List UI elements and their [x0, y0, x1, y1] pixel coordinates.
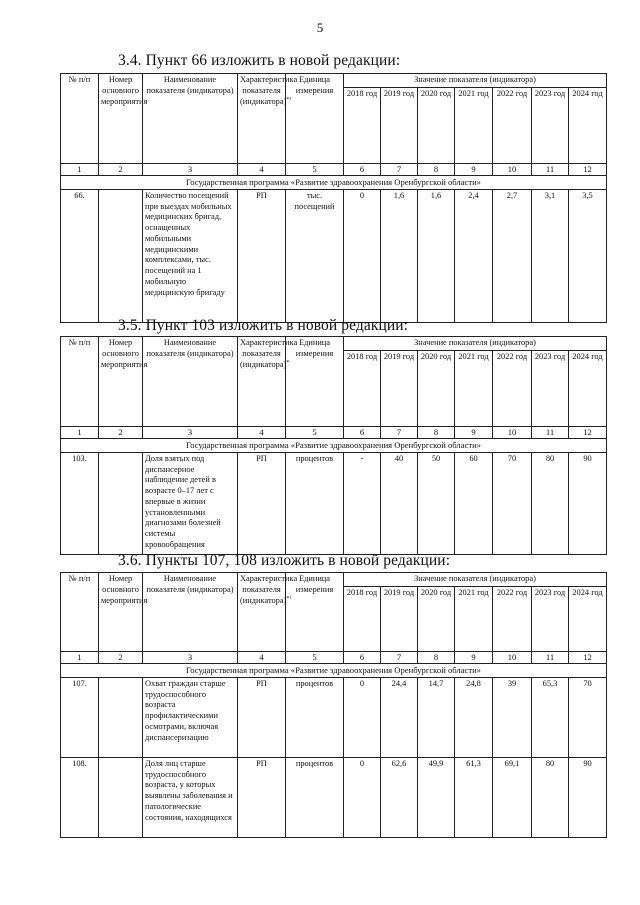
- row-char: РП: [238, 677, 286, 757]
- row-unit: процентов: [286, 452, 344, 554]
- col-number: 8: [418, 651, 455, 663]
- program-title: Государственная программа «Развитие здравоохранения Оренбургской области»: [61, 663, 607, 677]
- col-number: 10: [493, 651, 532, 663]
- header-year: 2018 год: [344, 87, 381, 163]
- header-year: 2023 год: [532, 87, 569, 163]
- row-num: 107.: [61, 677, 99, 757]
- row-value: 61,3: [455, 757, 493, 837]
- row-value: 90: [569, 757, 607, 837]
- col-number: 9: [455, 426, 493, 438]
- row-char: РП: [238, 189, 286, 322]
- row-name: Количество посещений при выездах мобильных медицинских бригад, оснащенных мобильными медицинскими комплексами, тыс. посещений на 1 мобильную медицинскую бригаду: [143, 189, 238, 322]
- col-number: 6: [344, 426, 381, 438]
- row-value: 60: [455, 452, 493, 554]
- row-value: 39: [493, 677, 532, 757]
- header-year: 2019 год: [381, 350, 418, 426]
- header-unit: Единица измерения: [286, 337, 344, 427]
- col-number: 9: [455, 651, 493, 663]
- header-year: 2019 год: [381, 586, 418, 651]
- header-unit: Единица измерения: [286, 74, 344, 164]
- table-row: [61, 189, 607, 322]
- header-year: 2024 год: [569, 350, 607, 426]
- header-year: 2023 год: [532, 586, 569, 651]
- col-number: 2: [99, 426, 143, 438]
- header-name: Наименование показателя (индикатора): [143, 337, 238, 427]
- row-char: РП: [238, 757, 286, 837]
- header-year: 2022 год: [493, 586, 532, 651]
- header-value-group: Значение показателя (индикатора): [344, 74, 607, 88]
- header-year: 2018 год: [344, 350, 381, 426]
- header-year: 2024 год: [569, 87, 607, 163]
- row-unit: процентов: [286, 757, 344, 837]
- row-value: 0: [344, 757, 381, 837]
- header-year: 2021 год: [455, 87, 493, 163]
- col-number: 1: [61, 163, 99, 175]
- header-characteristic: Характеристика показателя (индикатора)$^{*^1}$: [238, 573, 286, 652]
- row-measure: [99, 677, 143, 757]
- row-unit: процентов: [286, 677, 344, 757]
- row-value: 70: [569, 677, 607, 757]
- col-number: 12: [569, 651, 607, 663]
- row-value: 24,4: [381, 677, 418, 757]
- col-number: 9: [455, 163, 493, 175]
- col-number: 2: [99, 651, 143, 663]
- col-number: 8: [418, 163, 455, 175]
- col-number: 10: [493, 426, 532, 438]
- col-number: 11: [532, 426, 569, 438]
- row-value: 69,1: [493, 757, 532, 837]
- row-value: 3,5: [569, 189, 607, 322]
- header-year: 2020 год: [418, 87, 455, 163]
- section-heading: 3.4. Пункт 66 изложить в новой редакции:: [118, 52, 401, 69]
- header-num: № п/п: [61, 74, 99, 164]
- header-year: 2023 год: [532, 350, 569, 426]
- header-year: 2020 год: [418, 350, 455, 426]
- header-measure: Номер основного мероприятия: [99, 74, 143, 164]
- row-name: Охват граждан старше трудоспособного возраста профилактическими осмотрами, включая диспансеризацию: [143, 677, 238, 757]
- header-num: № п/п: [61, 337, 99, 427]
- row-name: Доля лиц старше трудоспособного возраста, у которых выявлены заболевания и патологические состояния, находящихся: [143, 757, 238, 837]
- header-value-group: Значение показателя (индикатора): [344, 573, 607, 587]
- header-year: 2021 год: [455, 586, 493, 651]
- row-value: 1,6: [381, 189, 418, 322]
- col-number: 4: [238, 163, 286, 175]
- row-value: 65,3: [532, 677, 569, 757]
- header-measure: Номер основного мероприятия: [99, 337, 143, 427]
- row-measure: [99, 189, 143, 322]
- header-name: Наименование показателя (индикатора): [143, 74, 238, 164]
- header-year: 2020 год: [418, 586, 455, 651]
- col-number: 5: [286, 651, 344, 663]
- col-number: 10: [493, 163, 532, 175]
- header-value-group: Значение показателя (индикатора): [344, 337, 607, 351]
- col-number: 5: [286, 163, 344, 175]
- header-characteristic: Характеристика показателя (индикатора)$^{*^1}$: [238, 74, 286, 164]
- row-value: 80: [532, 757, 569, 837]
- page-number: 5: [316, 20, 324, 35]
- col-number: 11: [532, 651, 569, 663]
- row-name: Доля взятых под диспансерное наблюдение детей в возрасте 0–17 лет с впервые в жизни установленными диагнозами болезней системы кровообращения: [143, 452, 238, 554]
- row-value: 0: [344, 189, 381, 322]
- header-year: 2021 год: [455, 350, 493, 426]
- col-number: 7: [381, 426, 418, 438]
- table-row: [61, 757, 607, 837]
- row-char: РП: [238, 452, 286, 554]
- col-number: 2: [99, 163, 143, 175]
- row-value: 24,8: [455, 677, 493, 757]
- row-value: 2,7: [493, 189, 532, 322]
- header-year: 2024 год: [569, 586, 607, 651]
- row-value: -: [344, 452, 381, 554]
- section-heading: 3.5. Пункт 103 изложить в новой редакции:: [118, 317, 409, 334]
- col-number: 6: [344, 163, 381, 175]
- indicator-table: [60, 572, 607, 838]
- row-num: 108.: [61, 757, 99, 837]
- col-number: 4: [238, 426, 286, 438]
- col-number: 4: [238, 651, 286, 663]
- indicator-table: [60, 73, 607, 323]
- row-num: 103.: [61, 452, 99, 554]
- col-number: 3: [143, 163, 238, 175]
- col-number: 8: [418, 426, 455, 438]
- program-title: Государственная программа «Развитие здравоохранения Оренбургской области»: [61, 438, 607, 452]
- col-number: 3: [143, 651, 238, 663]
- row-value: 2,4: [455, 189, 493, 322]
- header-num: № п/п: [61, 573, 99, 652]
- row-value: 62,6: [381, 757, 418, 837]
- program-title: Государственная программа «Развитие здравоохранения Оренбургской области»: [61, 175, 607, 189]
- row-measure: [99, 452, 143, 554]
- row-unit: тыс. посещений: [286, 189, 344, 322]
- row-value: 40: [381, 452, 418, 554]
- row-value: 80: [532, 452, 569, 554]
- row-value: 3,1: [532, 189, 569, 322]
- col-number: 12: [569, 426, 607, 438]
- row-num: 66.: [61, 189, 99, 322]
- row-value: 1,6: [418, 189, 455, 322]
- col-number: 11: [532, 163, 569, 175]
- header-year: 2019 год: [381, 87, 418, 163]
- row-value: 70: [493, 452, 532, 554]
- col-number: 1: [61, 426, 99, 438]
- col-number: 1: [61, 651, 99, 663]
- col-number: 6: [344, 651, 381, 663]
- row-value: 90: [569, 452, 607, 554]
- header-characteristic: Характеристика показателя (индикатора)*: [238, 337, 286, 427]
- header-year: 2018 год: [344, 586, 381, 651]
- row-value: 49,9: [418, 757, 455, 837]
- col-number: 7: [381, 651, 418, 663]
- col-number: 5: [286, 426, 344, 438]
- col-number: 3: [143, 426, 238, 438]
- section-heading: 3.6. Пункты 107, 108 изложить в новой редакции:: [118, 552, 451, 569]
- row-value: 0: [344, 677, 381, 757]
- row-value: 50: [418, 452, 455, 554]
- row-measure: [99, 757, 143, 837]
- header-year: 2022 год: [493, 350, 532, 426]
- header-name: Наименование показателя (индикатора): [143, 573, 238, 652]
- indicator-table: [60, 336, 607, 555]
- header-measure: Номер основного мероприятия: [99, 573, 143, 652]
- col-number: 12: [569, 163, 607, 175]
- row-value: 14,7: [418, 677, 455, 757]
- header-unit: Единица измерения: [286, 573, 344, 652]
- table-row: [61, 452, 607, 554]
- col-number: 7: [381, 163, 418, 175]
- table-row: [61, 677, 607, 757]
- header-year: 2022 год: [493, 87, 532, 163]
